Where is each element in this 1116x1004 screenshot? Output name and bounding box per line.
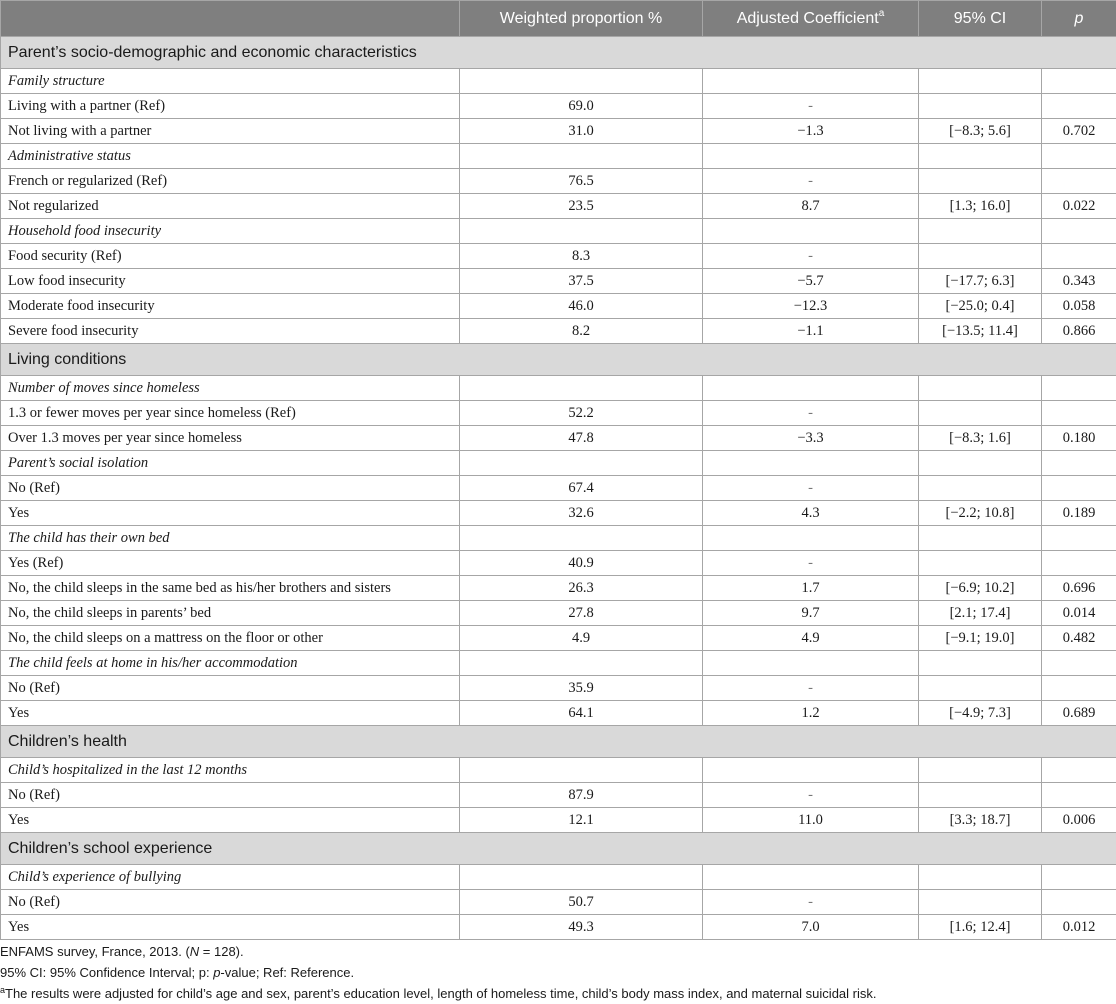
empty-cell: [919, 758, 1042, 783]
empty-cell: [919, 219, 1042, 244]
weighted-proportion-cell: 47.8: [460, 426, 703, 451]
weighted-proportion-cell: 67.4: [460, 476, 703, 501]
p-value-cell: [1042, 551, 1116, 576]
weighted-proportion-cell: 23.5: [460, 194, 703, 219]
table-row: [1, 244, 1116, 269]
adjusted-coefficient-cell: -: [703, 169, 919, 194]
table-row: [1, 194, 1116, 219]
confidence-interval-cell: [2.1; 17.4]: [919, 601, 1042, 626]
group-row: [1, 758, 1116, 783]
confidence-interval-cell: [1.3; 16.0]: [919, 194, 1042, 219]
row-label: Over 1.3 moves per year since homeless: [1, 426, 460, 451]
table-row: [1, 626, 1116, 651]
empty-cell: [1042, 376, 1116, 401]
empty-cell: [919, 376, 1042, 401]
adjusted-coefficient-cell: -: [703, 551, 919, 576]
confidence-interval-cell: [−8.3; 1.6]: [919, 426, 1042, 451]
p-value-cell: [1042, 783, 1116, 808]
header-p-value: p: [1042, 1, 1116, 37]
note-abbreviations: [0, 962, 876, 983]
header-adjusted-coefficient: [703, 1, 919, 37]
table-row: [1, 783, 1116, 808]
row-label: No (Ref): [1, 476, 460, 501]
group-label: The child has their own bed: [1, 526, 460, 551]
confidence-interval-cell: [3.3; 18.7]: [919, 808, 1042, 833]
empty-cell: [703, 758, 919, 783]
weighted-proportion-cell: 8.3: [460, 244, 703, 269]
weighted-proportion-cell: 8.2: [460, 319, 703, 344]
empty-cell: [919, 865, 1042, 890]
empty-cell: [703, 451, 919, 476]
row-label: No (Ref): [1, 890, 460, 915]
confidence-interval-cell: [−8.3; 5.6]: [919, 119, 1042, 144]
row-label: Yes: [1, 501, 460, 526]
p-value-cell: 0.189: [1042, 501, 1116, 526]
row-label: French or regularized (Ref): [1, 169, 460, 194]
p-value-cell: [1042, 169, 1116, 194]
empty-cell: [703, 144, 919, 169]
weighted-proportion-cell: 37.5: [460, 269, 703, 294]
confidence-interval-cell: [−17.7; 6.3]: [919, 269, 1042, 294]
weighted-proportion-cell: 35.9: [460, 676, 703, 701]
section-title: Living conditions: [1, 344, 1116, 376]
p-value-cell: 0.343: [1042, 269, 1116, 294]
header-variable: [1, 1, 460, 37]
row-label: Yes (Ref): [1, 551, 460, 576]
row-label: Not living with a partner: [1, 119, 460, 144]
table-row: [1, 169, 1116, 194]
table-header: [1, 1, 1116, 37]
confidence-interval-cell: [−6.9; 10.2]: [919, 576, 1042, 601]
group-row: [1, 144, 1116, 169]
confidence-interval-cell: [−9.1; 19.0]: [919, 626, 1042, 651]
empty-cell: [703, 376, 919, 401]
empty-cell: [1042, 69, 1116, 94]
row-label: Yes: [1, 701, 460, 726]
p-value-cell: 0.696: [1042, 576, 1116, 601]
row-label: Low food insecurity: [1, 269, 460, 294]
confidence-interval-cell: [919, 401, 1042, 426]
adjusted-coefficient-cell: 7.0: [703, 915, 919, 940]
note-n-value: = 128).: [199, 944, 244, 959]
group-row: [1, 865, 1116, 890]
note-adjustment: [0, 983, 876, 1004]
note-p-symbol: p: [213, 965, 221, 980]
weighted-proportion-cell: 49.3: [460, 915, 703, 940]
p-value-cell: [1042, 476, 1116, 501]
row-label: Living with a partner (Ref): [1, 94, 460, 119]
section-row: [1, 344, 1116, 376]
note-n-symbol: N: [189, 944, 200, 959]
adjusted-coefficient-cell: 11.0: [703, 808, 919, 833]
confidence-interval-cell: [1.6; 12.4]: [919, 915, 1042, 940]
row-label: 1.3 or fewer moves per year since homeless (Ref): [1, 401, 460, 426]
note-footnote-marker: a: [0, 985, 6, 995]
table-row: [1, 601, 1116, 626]
table-row: [1, 94, 1116, 119]
confidence-interval-cell: [919, 476, 1042, 501]
adjusted-coefficient-cell: −3.3: [703, 426, 919, 451]
adjusted-coefficient-cell: -: [703, 244, 919, 269]
header-adjusted-coefficient-label: Adjusted Coefficient: [736, 9, 879, 27]
group-label: The child feels at home in his/her accommodation: [1, 651, 460, 676]
row-label: No (Ref): [1, 676, 460, 701]
group-label: Family structure: [1, 69, 460, 94]
row-label: Moderate food insecurity: [1, 294, 460, 319]
row-label: Not regularized: [1, 194, 460, 219]
empty-cell: [460, 758, 703, 783]
confidence-interval-cell: [919, 676, 1042, 701]
confidence-interval-cell: [−2.2; 10.8]: [919, 501, 1042, 526]
adjusted-coefficient-cell: -: [703, 890, 919, 915]
header-confidence-interval: 95% CI: [919, 1, 1042, 37]
weighted-proportion-cell: 32.6: [460, 501, 703, 526]
group-row: [1, 219, 1116, 244]
row-label: No, the child sleeps in parents’ bed: [1, 601, 460, 626]
adjusted-coefficient-cell: 9.7: [703, 601, 919, 626]
weighted-proportion-cell: 87.9: [460, 783, 703, 808]
table-row: [1, 501, 1116, 526]
adjusted-coefficient-cell: −12.3: [703, 294, 919, 319]
empty-cell: [703, 651, 919, 676]
adjusted-coefficient-cell: −1.1: [703, 319, 919, 344]
section-title: Children’s school experience: [1, 833, 1116, 865]
table-row: [1, 401, 1116, 426]
section-row: [1, 37, 1116, 69]
group-label: Household food insecurity: [1, 219, 460, 244]
group-label: Child’s experience of bullying: [1, 865, 460, 890]
p-value-cell: 0.012: [1042, 915, 1116, 940]
note-abbr-rest: -value; Ref: Reference.: [220, 965, 355, 980]
empty-cell: [460, 144, 703, 169]
section-title: Parent’s socio-demographic and economic characteristics: [1, 37, 1116, 69]
group-row: [1, 69, 1116, 94]
table-row: [1, 701, 1116, 726]
adjusted-coefficient-cell: 1.2: [703, 701, 919, 726]
adjusted-coefficient-cell: 4.3: [703, 501, 919, 526]
empty-cell: [1042, 219, 1116, 244]
empty-cell: [703, 69, 919, 94]
confidence-interval-cell: [919, 551, 1042, 576]
row-label: Yes: [1, 808, 460, 833]
section-title: Children’s health: [1, 726, 1116, 758]
table-row: [1, 676, 1116, 701]
empty-cell: [1042, 651, 1116, 676]
note-adjustment-text: The results were adjusted for child’s age and sex, parent’s education level, length of homeless time, child’s body mass index, and maternal suicidal risk.: [5, 986, 877, 1001]
empty-cell: [460, 451, 703, 476]
header-row: [1, 1, 1116, 37]
table-row: [1, 319, 1116, 344]
p-value-cell: 0.180: [1042, 426, 1116, 451]
weighted-proportion-cell: 52.2: [460, 401, 703, 426]
note-source: [0, 941, 876, 962]
empty-cell: [919, 526, 1042, 551]
table-row: [1, 808, 1116, 833]
empty-cell: [1042, 526, 1116, 551]
weighted-proportion-cell: 69.0: [460, 94, 703, 119]
weighted-proportion-cell: 4.9: [460, 626, 703, 651]
adjusted-coefficient-cell: −1.3: [703, 119, 919, 144]
row-label: Yes: [1, 915, 460, 940]
p-value-cell: 0.689: [1042, 701, 1116, 726]
table-row: [1, 269, 1116, 294]
table-row: [1, 890, 1116, 915]
adjusted-coefficient-cell: 1.7: [703, 576, 919, 601]
weighted-proportion-cell: 76.5: [460, 169, 703, 194]
group-row: [1, 376, 1116, 401]
empty-cell: [703, 219, 919, 244]
weighted-proportion-cell: 46.0: [460, 294, 703, 319]
row-label: No, the child sleeps in the same bed as his/her brothers and sisters: [1, 576, 460, 601]
row-label: No (Ref): [1, 783, 460, 808]
weighted-proportion-cell: 27.8: [460, 601, 703, 626]
empty-cell: [460, 69, 703, 94]
p-value-cell: [1042, 676, 1116, 701]
group-row: [1, 651, 1116, 676]
group-label: Administrative status: [1, 144, 460, 169]
p-value-cell: [1042, 401, 1116, 426]
table-notes: [0, 941, 876, 1004]
p-value-cell: 0.022: [1042, 194, 1116, 219]
confidence-interval-cell: [919, 890, 1042, 915]
weighted-proportion-cell: 64.1: [460, 701, 703, 726]
adjusted-coefficient-cell: -: [703, 476, 919, 501]
group-label: Parent’s social isolation: [1, 451, 460, 476]
group-row: [1, 526, 1116, 551]
empty-cell: [703, 865, 919, 890]
adjusted-coefficient-cell: -: [703, 94, 919, 119]
empty-cell: [919, 69, 1042, 94]
confidence-interval-cell: [919, 244, 1042, 269]
empty-cell: [1042, 451, 1116, 476]
empty-cell: [919, 651, 1042, 676]
p-value-cell: 0.702: [1042, 119, 1116, 144]
weighted-proportion-cell: 40.9: [460, 551, 703, 576]
p-value-cell: [1042, 94, 1116, 119]
p-value-cell: 0.014: [1042, 601, 1116, 626]
empty-cell: [460, 651, 703, 676]
adjusted-coefficient-cell: -: [703, 676, 919, 701]
adjusted-coefficient-cell: -: [703, 783, 919, 808]
table-row: [1, 476, 1116, 501]
empty-cell: [703, 526, 919, 551]
empty-cell: [460, 376, 703, 401]
empty-cell: [460, 865, 703, 890]
p-value-cell: [1042, 244, 1116, 269]
weighted-proportion-cell: 26.3: [460, 576, 703, 601]
table-row: [1, 294, 1116, 319]
table-row: [1, 119, 1116, 144]
confidence-interval-cell: [−13.5; 11.4]: [919, 319, 1042, 344]
weighted-proportion-cell: 31.0: [460, 119, 703, 144]
table-row: [1, 426, 1116, 451]
row-label: Severe food insecurity: [1, 319, 460, 344]
empty-cell: [919, 451, 1042, 476]
section-row: [1, 726, 1116, 758]
empty-cell: [919, 144, 1042, 169]
adjusted-coefficient-cell: 8.7: [703, 194, 919, 219]
empty-cell: [1042, 865, 1116, 890]
weighted-proportion-cell: 12.1: [460, 808, 703, 833]
table-row: [1, 915, 1116, 940]
section-row: [1, 833, 1116, 865]
confidence-interval-cell: [919, 783, 1042, 808]
confidence-interval-cell: [919, 94, 1042, 119]
p-value-cell: [1042, 890, 1116, 915]
row-label: Food security (Ref): [1, 244, 460, 269]
header-weighted-proportion: Weighted proportion %: [460, 1, 703, 37]
group-label: Number of moves since homeless: [1, 376, 460, 401]
adjusted-coefficient-cell: −5.7: [703, 269, 919, 294]
p-value-cell: 0.058: [1042, 294, 1116, 319]
confidence-interval-cell: [−25.0; 0.4]: [919, 294, 1042, 319]
weighted-proportion-cell: 50.7: [460, 890, 703, 915]
adjusted-coefficient-cell: 4.9: [703, 626, 919, 651]
empty-cell: [460, 526, 703, 551]
note-abbr-text: 95% CI: 95% Confidence Interval; p:: [0, 965, 214, 980]
confidence-interval-cell: [919, 169, 1042, 194]
group-row: [1, 451, 1116, 476]
note-source-text: ENFAMS survey, France, 2013. (: [0, 944, 190, 959]
table-body: [1, 37, 1116, 940]
table-row: [1, 551, 1116, 576]
row-label: No, the child sleeps on a mattress on the floor or other: [1, 626, 460, 651]
empty-cell: [1042, 758, 1116, 783]
empty-cell: [460, 219, 703, 244]
p-value-cell: 0.482: [1042, 626, 1116, 651]
p-value-cell: 0.866: [1042, 319, 1116, 344]
empty-cell: [1042, 144, 1116, 169]
confidence-interval-cell: [−4.9; 7.3]: [919, 701, 1042, 726]
footnote-marker: a: [878, 7, 885, 19]
group-label: Child’s hospitalized in the last 12 months: [1, 758, 460, 783]
table-row: [1, 576, 1116, 601]
p-value-cell: 0.006: [1042, 808, 1116, 833]
adjusted-coefficient-cell: -: [703, 401, 919, 426]
